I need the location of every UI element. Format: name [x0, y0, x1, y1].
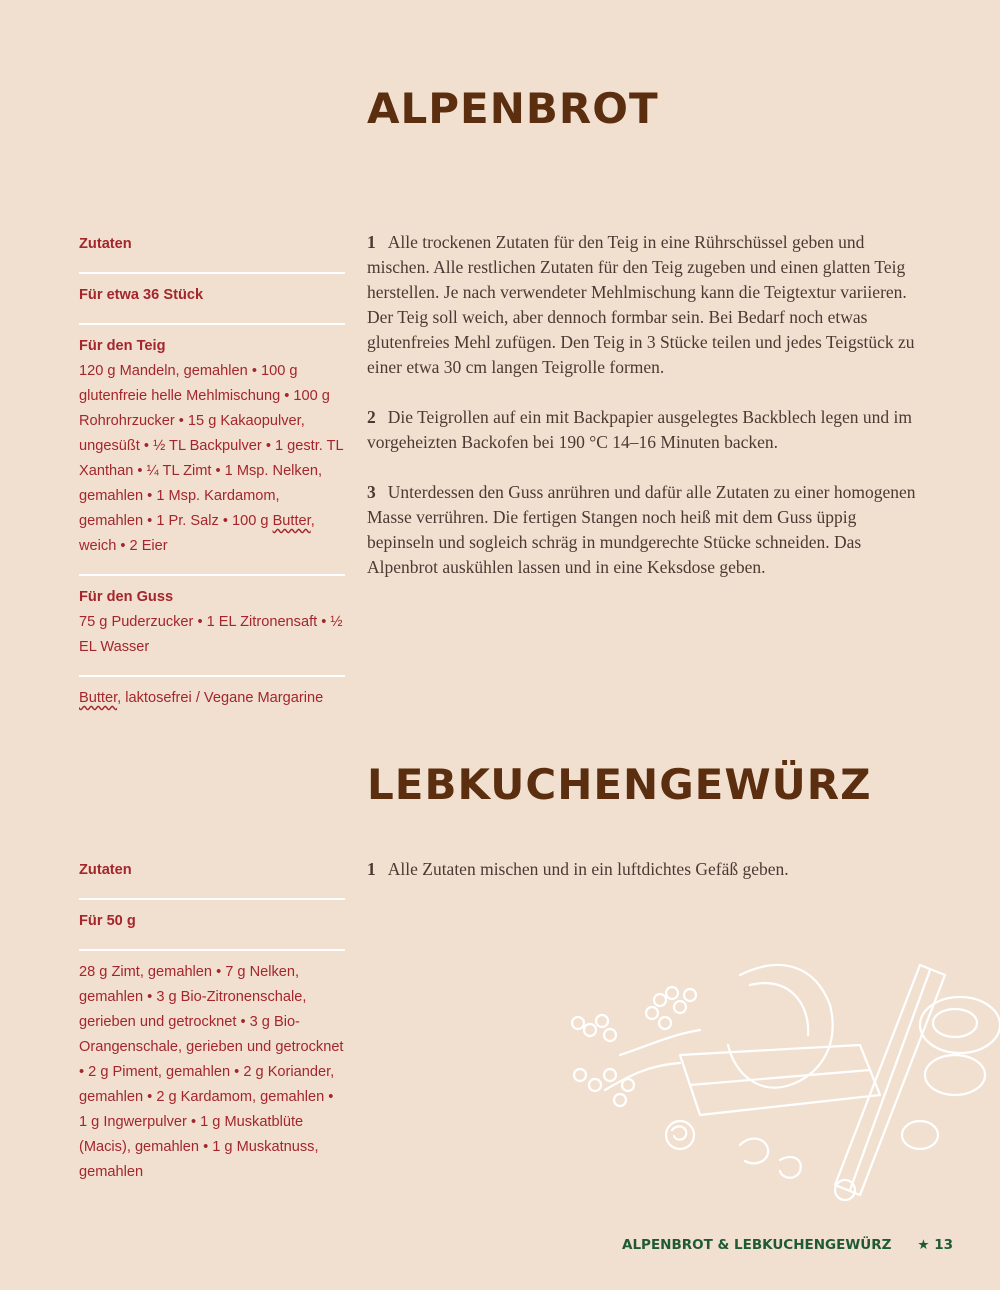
step-text: Unterdessen den Guss anrühren und dafür alle Zutaten zu einer homogenen Masse verrühren. Die fertigen Stangen noch heiß mit dem Guss üppig bepinseln und sogleich schräg in mundgerechte Stücke schneiden. Das Alpenbrot auskühlen lassen und in eine Keksdose geben.: [367, 482, 916, 577]
star-icon: ★: [917, 1237, 930, 1253]
divider: [79, 323, 345, 325]
divider: [79, 949, 345, 951]
spice-illustration: [560, 935, 1000, 1215]
step-number: 2: [367, 407, 376, 427]
glaze-label: Für den Guss: [79, 589, 174, 605]
step: [367, 480, 927, 580]
running-title: ALPENBROT & LEBKUCHENGEWÜRZ: [622, 1237, 892, 1253]
divider: [79, 898, 345, 900]
substitution-note: [79, 686, 345, 711]
recipe-title-lebkuchengewuerz: LEBKUCHENGEWÜRZ: [367, 760, 872, 809]
steps-alpenbrot: [367, 230, 927, 605]
butter-marker: Butter: [79, 690, 118, 706]
page-footer: [622, 1237, 953, 1253]
page-number: 13: [934, 1237, 953, 1253]
substitution-text: , laktosefrei / Vegane Margarine: [117, 690, 324, 706]
ingredients-sidebar-lebkuchengewuerz: [79, 858, 345, 1185]
step-number: 1: [367, 232, 376, 252]
step-text: Alle Zutaten mischen und in ein luftdichtes Gefäß geben.: [387, 859, 789, 879]
ingredients-label: Zutaten: [79, 236, 132, 252]
steps-lebkuchengewuerz: [367, 857, 927, 907]
step-text: Alle trockenen Zutaten für den Teig in eine Rührschüssel geben und mischen. Alle restlichen Zutaten für den Teig zugeben und einen glatten Teig herstellen. Je nach verwendeter Mehlmischung kann die Teigtextur variieren. Der Teig soll weich, aber dennoch formbar sein. Bei Bedarf noch etwas glutenfreies Mehl zufügen. Den Teig in 3 Stücke teilen und jedes Teigstück zu einer etwa 30 cm langen Teigrolle formen.: [367, 232, 915, 377]
spice-ingredients: 28 g Zimt, gemahlen • 7 g Nelken, gemahlen • 3 g Bio-Zitronenschale, gerieben und getrocknet • 3 g Bio-Orangenschale, gerieben und getrocknet • 2 g Piment, gemahlen • 2 g Koriander, gemahlen • 2 g Kardamom, gemahlen • 1 g Ingwerpulver • 1 g Muskatblüte (Macis), gemahlen • 1 g Muskatnuss, gemahlen: [79, 964, 344, 1180]
step: [367, 405, 927, 455]
step-number: 1: [367, 859, 376, 879]
step-number: 3: [367, 482, 376, 502]
yield-label: Für 50 g: [79, 913, 136, 929]
dough-ingredients-text: 120 g Mandeln, gemahlen • 100 g glutenfreie helle Mehlmischung • 100 g Rohrohrzucker • 15 g Kakaopulver, ungesüßt • ½ TL Backpulver • 1 gestr. TL Xanthan • ¼ TL Zimt • 1 Msp. Nelken, gemahlen • 1 Msp. Kardamom, gemahlen • 1 Pr. Salz • 100 g: [79, 363, 344, 529]
divider: [79, 574, 345, 576]
glaze-ingredients: 75 g Puderzucker • 1 EL Zitronensaft • ½ EL Wasser: [79, 614, 343, 655]
ingredients-label: Zutaten: [79, 862, 132, 878]
step-text: Die Teigrollen auf ein mit Backpapier ausgelegtes Backblech legen und im vorgeheizten Backofen bei 190 °C 14–16 Minuten backen.: [367, 407, 912, 452]
recipe-title-alpenbrot: ALPENBROT: [367, 84, 659, 133]
step: [367, 857, 927, 882]
divider: [79, 675, 345, 677]
dough-ingredients-end: , weich • 2 Eier: [79, 513, 315, 554]
dough-ingredients: [79, 359, 345, 559]
butter-marker: Butter: [272, 513, 311, 529]
ingredients-sidebar-alpenbrot: [79, 232, 345, 711]
dough-label: Für den Teig: [79, 338, 166, 354]
divider: [79, 272, 345, 274]
yield-label: Für etwa 36 Stück: [79, 287, 204, 303]
step: [367, 230, 927, 380]
